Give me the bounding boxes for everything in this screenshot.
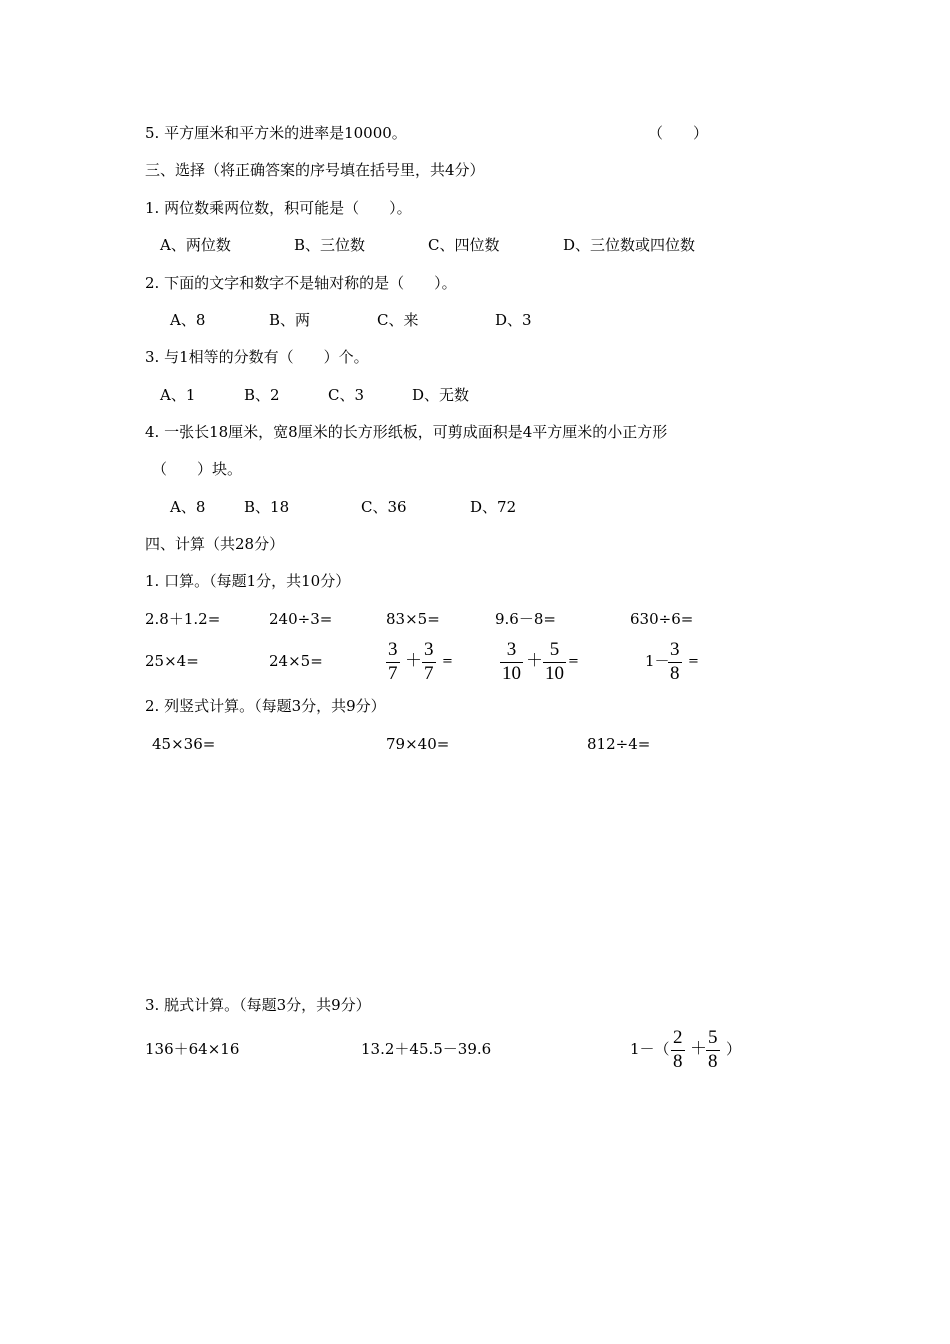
- judge-item-5: 5. 平方厘米和平方米的进率是10000。: [145, 124, 407, 142]
- oral-item-1: 2.8＋1.2=: [145, 610, 221, 628]
- choice-q2-option-d: D、3: [495, 311, 532, 329]
- choice-q1-option-b: B、三位数: [294, 236, 366, 254]
- closing-paren: ）: [726, 1040, 742, 1058]
- choice-q4-line2: （ ）块。: [152, 460, 243, 478]
- choice-q1-option-d: D、三位数或四位数: [563, 236, 696, 254]
- fraction: [500, 640, 523, 684]
- minuend-expression: 1－: [645, 652, 670, 670]
- fraction: [543, 640, 566, 684]
- denominator: 10: [545, 663, 564, 684]
- denominator: 8: [673, 1051, 683, 1072]
- plus-operator: ＋: [690, 1039, 707, 1059]
- oral-item-5: 630÷6=: [630, 610, 694, 628]
- choice-q1: 1. 两位数乘两位数，积可能是（ ）。: [145, 199, 412, 217]
- numerator: 3: [506, 639, 517, 660]
- choice-q3-option-a: A、1: [160, 386, 196, 404]
- section-4-title: 四、计算（共28分）: [145, 535, 285, 553]
- choice-q3-option-d: D、无数: [412, 386, 470, 404]
- numerator: 5: [708, 1027, 718, 1048]
- numerator: 3: [388, 639, 398, 660]
- denominator: 8: [670, 663, 680, 684]
- equals-sign: =: [688, 654, 699, 669]
- choice-q4-option-d: D、72: [470, 498, 517, 516]
- answer-paren: （ ）: [648, 124, 709, 142]
- section-3-title: 三、选择（将正确答案的序号填在括号里，共4分）: [145, 161, 485, 179]
- choice-q1-option-a: A、两位数: [160, 236, 231, 254]
- stepwise-calc-title: 3. 脱式计算。（每题3分，共9分）: [145, 996, 371, 1014]
- fraction: [668, 640, 682, 684]
- denominator: 10: [502, 663, 521, 684]
- fraction: [422, 640, 436, 684]
- choice-q4-option-a: A、8: [170, 498, 206, 516]
- oral-item-7: 24×5=: [269, 652, 323, 670]
- vertical-item-3: 812÷4=: [587, 735, 651, 753]
- equals-sign: =: [568, 654, 579, 669]
- numerator: 3: [670, 639, 680, 660]
- vertical-item-2: 79×40=: [386, 735, 450, 753]
- fraction: [671, 1028, 685, 1072]
- oral-calc-title: 1. 口算。（每题1分，共10分）: [145, 572, 351, 590]
- choice-q3: 3. 与1相等的分数有（ ）个。: [145, 348, 369, 366]
- fraction: [386, 640, 400, 684]
- choice-q2: 2. 下面的文字和数字不是轴对称的是（ ）。: [145, 274, 457, 292]
- vertical-calc-title: 2. 列竖式计算。（每题3分，共9分）: [145, 697, 386, 715]
- denominator: 8: [708, 1051, 718, 1072]
- choice-q4-option-b: B、18: [244, 498, 290, 516]
- choice-q2-option-a: A、8: [170, 311, 206, 329]
- choice-q3-option-c: C、3: [328, 386, 365, 404]
- vertical-item-1: 45×36=: [152, 735, 216, 753]
- oral-item-6: 25×4=: [145, 652, 199, 670]
- stepwise-item-2: 13.2＋45.5－39.6: [361, 1040, 492, 1058]
- plus-operator: ＋: [526, 651, 543, 671]
- choice-q2-option-c: C、来: [377, 311, 419, 329]
- choice-q4-option-c: C、36: [361, 498, 407, 516]
- choice-q4-line1: 4. 一张长18厘米，宽8厘米的长方形纸板，可剪成面积是4平方厘米的小正方形: [145, 423, 668, 441]
- minuend-expression: 1－（: [630, 1040, 670, 1058]
- choice-q2-option-b: B、两: [269, 311, 311, 329]
- oral-item-2: 240÷3=: [269, 610, 333, 628]
- choice-q1-option-c: C、四位数: [428, 236, 500, 254]
- denominator: 7: [388, 663, 398, 684]
- denominator: 7: [424, 663, 434, 684]
- fraction: [706, 1028, 720, 1072]
- oral-item-4: 9.6－8=: [495, 610, 556, 628]
- equals-sign: =: [442, 654, 453, 669]
- choice-q3-option-b: B、2: [244, 386, 280, 404]
- oral-item-3: 83×5=: [386, 610, 440, 628]
- numerator: 3: [424, 639, 434, 660]
- numerator: 2: [673, 1027, 683, 1048]
- numerator: 5: [549, 639, 560, 660]
- plus-operator: ＋: [405, 651, 422, 671]
- stepwise-item-1: 136＋64×16: [145, 1040, 240, 1058]
